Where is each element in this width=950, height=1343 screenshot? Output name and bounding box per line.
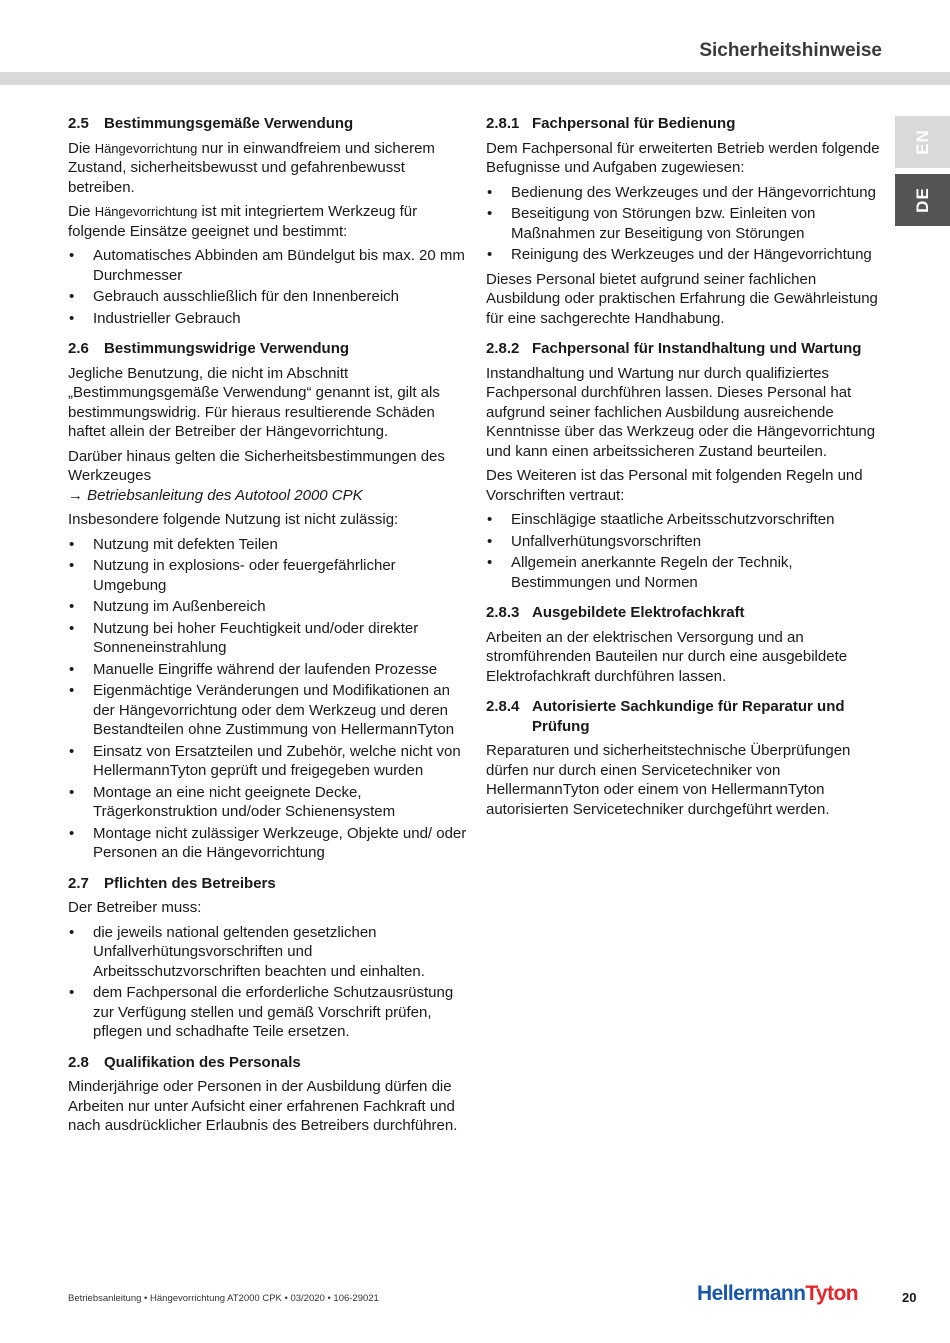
section-heading: 2.6 Bestimmungswidrige Verwendung <box>68 340 350 357</box>
list-item: • Nutzung in explosions- oder feuergefährlicher Umgebung <box>68 556 468 595</box>
section-2-8 <box>68 1053 468 1136</box>
paragraph: Jegliche Benutzung, die nicht im Abschnitt „Bestimmungsgemäße Verwendung“ genannt ist, gilt als bestimmungswidrig. Für hieraus resultierende Schäden haftet allein der Betreiber der Hängevorrichtung. <box>68 364 440 440</box>
paragraph: Reparaturen und sicherheitstechnische Überprüfungen dürfen nur durch einen Servicetechniker von HellermannTyton oder einem von HellermannTyton autorisierten Servicetechniker durchgeführt werden. <box>486 742 851 818</box>
paragraph: Die Hängevorrichtung nur in einwandfreiem und sicherem Zustand, sicherheitsbewusst und gefahrenbewusst betreiben. <box>68 139 435 196</box>
list-item: • Automatisches Abbinden am Bündelgut bis max. 20 mm Durchmesser <box>68 246 468 285</box>
bullet-list <box>486 510 886 592</box>
page-number: 20 <box>902 1290 917 1305</box>
list-item: • Allgemein anerkannte Regeln der Technik, Bestimmungen und Normen <box>486 553 886 592</box>
footer-document-info: Betriebsanleitung • Hängevorrichtung AT2000 CPK • 03/2020 • 106-29021 <box>68 1293 379 1304</box>
paragraph: Des Weiteren ist das Personal mit folgenden Regeln und Vorschriften vertraut: <box>486 467 863 504</box>
section-2-8-1 <box>486 114 886 328</box>
cross-reference: Betriebsanleitung des Autotool 2000 CPK <box>87 486 363 504</box>
list-item: • Reinigung des Werkzeuges und der Hängevorrichtung <box>486 245 886 265</box>
hellermanntyton-logo <box>697 1282 858 1306</box>
list-item: • Nutzung mit defekten Teilen <box>68 535 468 555</box>
left-column <box>68 114 468 1147</box>
list-item: • Einsatz von Ersatzteilen und Zubehör, welche nicht von HellermannTyton geprüft und freigegeben wurden <box>68 742 468 781</box>
bullet-list <box>68 923 468 1042</box>
bullet-list <box>486 183 886 265</box>
paragraph: Dem Fachpersonal für erweiterten Betrieb werden folgende Befugnisse und Aufgaben zugewiesen: <box>486 139 880 176</box>
section-heading: 2.8.4 Autorisierte Sachkundige für Reparatur und Prüfung <box>486 698 845 735</box>
section-2-7 <box>68 874 468 1042</box>
section-2-5 <box>68 114 468 328</box>
list-item: • die jeweils national geltenden gesetzlichen Unfallverhütungsvorschriften und Arbeitsschutzvorschriften beachten und einhalten. <box>68 923 468 982</box>
section-heading: 2.8.2 Fachpersonal für Instandhaltung und Wartung <box>486 340 862 357</box>
bullet-list <box>68 535 468 863</box>
language-tab-en-label: EN <box>912 129 932 155</box>
section-2-8-2 <box>486 339 886 592</box>
list-item: • Unfallverhütungsvorschriften <box>486 532 886 552</box>
language-tab-en[interactable] <box>895 116 950 168</box>
list-item: • Nutzung bei hoher Feuchtigkeit und/oder direkter Sonneneinstrahlung <box>68 619 468 658</box>
paragraph: Die Hängevorrichtung ist mit integriertem Werkzeug für folgende Einsätze geeignet und bestimmt: <box>68 203 418 240</box>
section-2-8-4 <box>486 697 886 819</box>
language-tab-de-label: DE <box>912 187 932 213</box>
paragraph: Minderjährige oder Personen in der Ausbildung dürfen die Arbeiten nur unter Aufsicht einer erfahrenen Fachkraft und nach ausdrücklicher Erlaubnis des Betreibers durchführen. <box>68 1078 458 1134</box>
list-item: • Industrieller Gebrauch <box>68 309 468 329</box>
section-heading: 2.8.3 Ausgebildete Elektrofachkraft <box>486 604 745 621</box>
section-2-6 <box>68 339 468 863</box>
paragraph: Dieses Personal bietet aufgrund seiner fachlichen Ausbildung oder praktischen Erfahrung die Gewährleistung für eine sachgerechte Handhabung. <box>486 270 878 327</box>
arrow-right-icon: → <box>68 486 88 504</box>
section-heading: 2.8.1 Fachpersonal für Bedienung <box>486 115 736 132</box>
list-item: • Montage an eine nicht geeignete Decke, Trägerkonstruktion und/oder Schienensystem <box>68 783 468 822</box>
paragraph: Arbeiten an der elektrischen Versorgung und an stromführenden Bauteilen nur durch eine ausgebildete Elektrofachkraft durchführen lassen. <box>486 628 848 685</box>
paragraph: Instandhaltung und Wartung nur durch qualifiziertes Fachpersonal durchführen lassen. Dieses Personal hat aufgrund seiner fachlichen Ausbildung ausreichende Kenntnisse über das Werkzeug oder die Hängevorrichtung und kann einen arbeitssicheren Zustand beurteilen. <box>486 364 876 460</box>
section-heading: 2.5 Bestimmungsgemäße Verwendung <box>68 115 354 132</box>
paragraph: Insbesondere folgende Nutzung ist nicht zulässig: <box>68 511 399 528</box>
paragraph: Der Betreiber muss: <box>68 899 202 916</box>
list-item: • Nutzung im Außenbereich <box>68 597 468 617</box>
list-item: • Manuelle Eingriffe während der laufenden Prozesse <box>68 660 468 680</box>
logo-text-part-2: Tyton <box>805 1282 858 1305</box>
list-item: • Eigenmächtige Veränderungen und Modifikationen an der Hängevorrichtung oder dem Werkzeug und deren Bestandteilen ohne Zustimmung von HellermannTyton <box>68 681 468 740</box>
section-heading: 2.8 Qualifikation des Personals <box>68 1053 301 1071</box>
list-item: • Einschlägige staatliche Arbeitsschutzvorschriften <box>486 510 886 530</box>
right-column <box>486 114 886 830</box>
list-item: • Bedienung des Werkzeuges und der Hängevorrichtung <box>486 183 886 203</box>
language-tab-de[interactable] <box>895 174 950 226</box>
bullet-list <box>68 246 468 328</box>
list-item: • Montage nicht zulässiger Werkzeuge, Objekte und/ oder Personen an die Hängevorrichtung <box>68 824 468 863</box>
list-item: • dem Fachpersonal die erforderliche Schutzausrüstung zur Verfügung stellen und gemäß Vorschrift prüfen, pflegen und schadhafte Teile ersetzen. <box>68 983 468 1042</box>
page-header-title: Sicherheitshinweise <box>699 40 882 61</box>
section-2-8-3 <box>486 603 886 686</box>
section-heading: 2.7 Pflichten des Betreibers <box>68 874 276 892</box>
list-item: • Gebrauch ausschließlich für den Innenbereich <box>68 287 468 307</box>
logo-text-part-1: Hellermann <box>697 1282 806 1305</box>
header-divider-bar <box>0 72 950 85</box>
list-item: • Beseitigung von Störungen bzw. Einleiten von Maßnahmen zur Beseitigung von Störungen <box>486 204 886 243</box>
paragraph: Darüber hinaus gelten die Sicherheitsbestimmungen des Werkzeuges → Betriebsanleitung des Autotool 2000 CPK <box>68 447 445 504</box>
